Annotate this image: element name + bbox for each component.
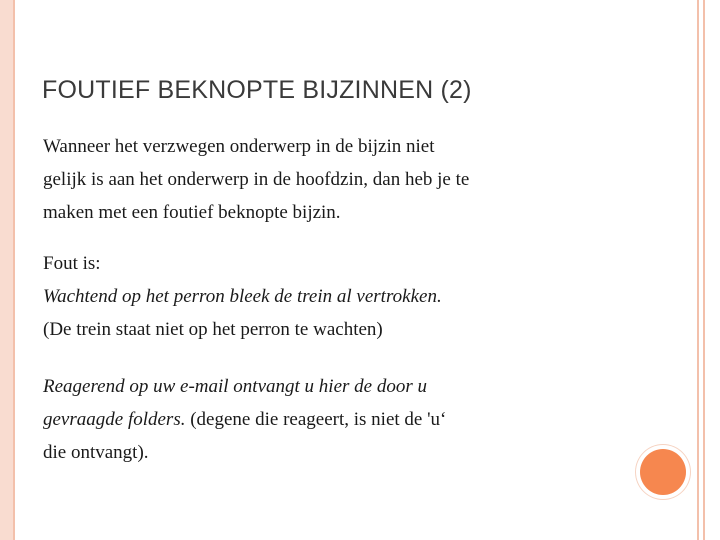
example1-sentence-text: Wachtend op het perron bleek de trein al vertrokken. xyxy=(43,286,442,307)
example2-line-2-rest: (degene die reageert, is niet de 'u‘ xyxy=(185,409,447,430)
slide-title: FOUTIEF BEKNOPTE BIJZINNEN (2) xyxy=(42,76,472,104)
example1-explanation: (De trein staat niet op het perron te wachten) xyxy=(43,319,383,340)
example2-line-2 xyxy=(43,403,603,436)
example1-sentence xyxy=(43,280,603,313)
intro-line-2: gelijk is aan het onderwerp in de hoofdzin, dan heb je te xyxy=(43,169,470,190)
left-decorative-border xyxy=(0,0,15,540)
example2-line-2-italic: gevraagde folders. xyxy=(43,409,186,430)
example2-line-1 xyxy=(43,370,603,403)
intro-line-1: Wanneer het verzwegen onderwerp in de bijzin niet xyxy=(43,136,435,157)
example2-line-1-text: Reagerend op uw e-mail ontvangt u hier de door u xyxy=(43,376,427,397)
right-decorative-line-inner xyxy=(703,0,705,540)
decorative-circle xyxy=(640,449,686,495)
example2-line-3: die ontvangt). xyxy=(43,442,149,463)
spacer xyxy=(43,346,603,370)
intro-line-3: maken met een foutief beknopte bijzin. xyxy=(43,202,341,223)
right-decorative-line xyxy=(697,0,699,540)
example1-label: Fout is: xyxy=(43,253,101,274)
slide-body xyxy=(43,130,603,469)
spacer xyxy=(43,229,603,247)
